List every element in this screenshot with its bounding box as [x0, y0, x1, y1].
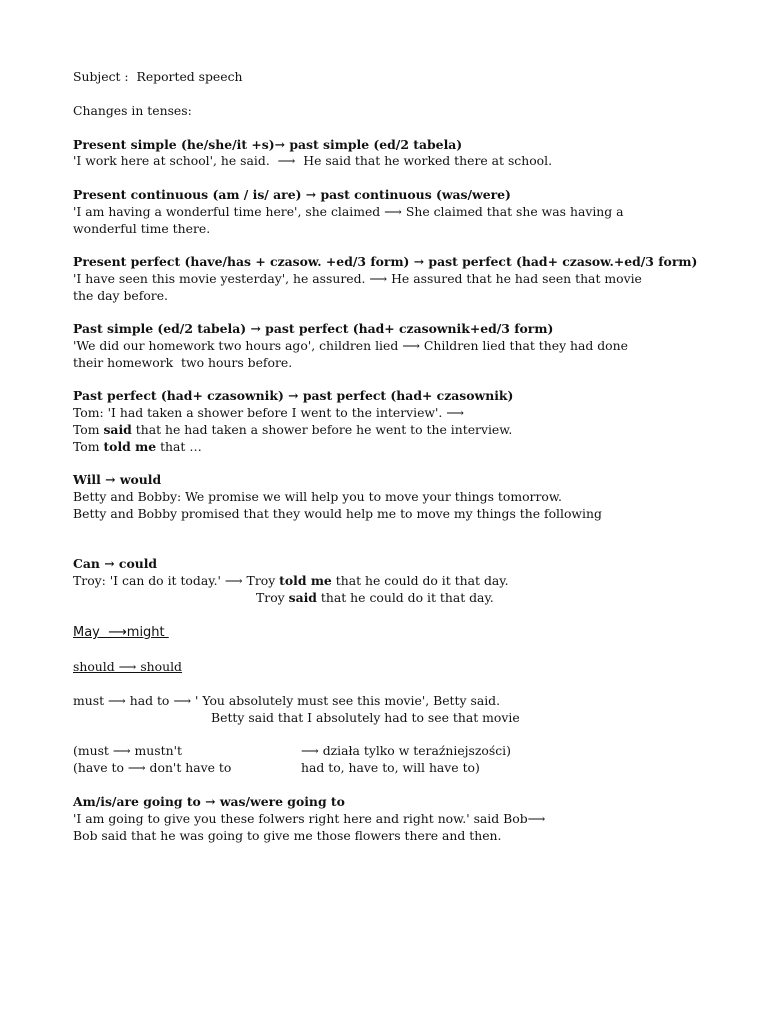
- past-perfect-heading: Past perfect (had+ czasownik) → past perfect (had+ czasownik): [73, 388, 514, 403]
- going-to-example-1: 'I am going to give you these folwers right here and right now.' said Bob⟶: [73, 811, 546, 826]
- must-note-right-2: had to, have to, will have to): [301, 760, 480, 775]
- changes-heading: Changes in tenses:: [73, 103, 192, 118]
- said-emphasis: said: [103, 422, 132, 437]
- present-simple-example: 'I work here at school', he said. ⟶ He said that he worked there at school.: [73, 153, 553, 168]
- can-example-2-a: Troy: [256, 590, 289, 605]
- present-continuous-example-1: 'I am having a wonderful time here', she claimed ⟶ She claimed that she was having a: [73, 204, 624, 219]
- can-example-1-a: Troy: 'I can do it today.' ⟶ Troy: [73, 573, 280, 588]
- can-example-2: [256, 590, 494, 606]
- present-perfect-example-2: the day before.: [73, 288, 168, 303]
- past-perfect-example-3-c: that …: [156, 439, 202, 454]
- must-note-left-1: (must ⟶ mustn't: [73, 743, 182, 758]
- past-simple-example-1: 'We did our homework two hours ago', children lied ⟶ Children lied that they had done: [73, 338, 628, 353]
- will-heading: Will → would: [73, 472, 162, 487]
- will-example-2: Betty and Bobby promised that they would help me to move my things the following: [73, 506, 602, 521]
- told-me-emphasis: told me: [103, 439, 157, 454]
- subject-line: Subject : Reported speech: [73, 69, 243, 84]
- past-perfect-example-2-a: Tom: [73, 422, 104, 437]
- told-me-emphasis-can: told me: [279, 573, 332, 588]
- past-simple-example-2: their homework two hours before.: [73, 355, 293, 370]
- past-perfect-example-3-a: Tom: [73, 439, 104, 454]
- can-example-1: [73, 573, 509, 589]
- present-continuous-heading: Present continuous (am / is/ are) → past continuous (was/were): [73, 187, 511, 202]
- going-to-example-2: Bob said that he was going to give me those flowers there and then.: [73, 828, 502, 843]
- can-example-1-c: that he could do it that day.: [331, 573, 509, 588]
- past-perfect-example-2-c: that he had taken a shower before he went to the interview.: [131, 422, 513, 437]
- present-continuous-example-2: wonderful time there.: [73, 221, 211, 236]
- present-perfect-example-1: 'I have seen this movie yesterday', he assured. ⟶ He assured that he had seen that movie: [73, 271, 642, 286]
- must-example-1: must ⟶ had to ⟶ ' You absolutely must see this movie', Betty said.: [73, 693, 501, 708]
- said-emphasis-can: said: [288, 590, 317, 605]
- should-heading: should ⟶ should: [73, 659, 182, 674]
- will-example-1: Betty and Bobby: We promise we will help you to move your things tomorrow.: [73, 489, 562, 504]
- may-heading: May ⟶might: [73, 625, 169, 640]
- present-simple-heading: Present simple (he/she/it +s)→ past simple (ed/2 tabela): [73, 137, 463, 152]
- must-note-left-2: (have to ⟶ don't have to: [73, 760, 232, 775]
- past-simple-heading: Past simple (ed/2 tabela) → past perfect (had+ czasownik+ed/3 form): [73, 321, 554, 336]
- must-note-right-1: ⟶ działa tylko w teraźniejszości): [301, 743, 511, 758]
- past-perfect-example-1: Tom: 'I had taken a shower before I went to the interview'. ⟶: [73, 405, 465, 420]
- must-example-2: Betty said that I absolutely had to see that movie: [211, 710, 520, 725]
- can-heading: Can → could: [73, 556, 158, 571]
- present-perfect-heading: Present perfect (have/has + czasow. +ed/3 form) → past perfect (had+ czasow.+ed/3 form): [73, 254, 698, 269]
- past-perfect-example-3: [73, 439, 202, 455]
- past-perfect-example-2: [73, 422, 512, 438]
- can-example-2-c: that he could do it that day.: [316, 590, 494, 605]
- going-to-heading: Am/is/are going to → was/were going to: [73, 794, 345, 809]
